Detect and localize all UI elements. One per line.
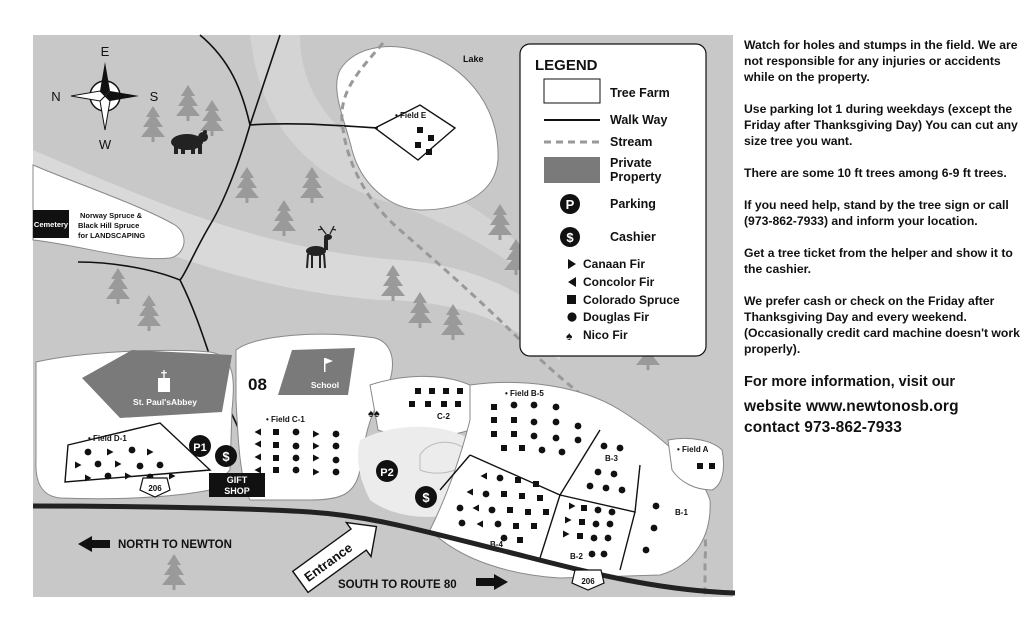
svg-text:$: $ — [222, 449, 230, 464]
landscaping-label-1: Norway Spruce & — [80, 211, 143, 220]
school-flag-pole — [324, 358, 326, 372]
legend — [520, 44, 706, 356]
info-help: If you need help, stand by the tree sign or call (973-862-7933) and inform your location. — [744, 198, 1009, 228]
svg-text:206: 206 — [148, 484, 162, 493]
school-label: School — [310, 380, 340, 390]
info-contact: contact 973-862-7933 — [744, 419, 902, 436]
north-label: NORTH TO NEWTON — [118, 539, 232, 551]
abbey-cross-icon: ✝ — [159, 369, 169, 381]
colorado-spruce-marker — [709, 463, 715, 469]
field-b2-label: B-2 — [570, 552, 583, 561]
legend-title: LEGEND — [535, 57, 598, 74]
field-c2-label: C-2 — [437, 412, 450, 421]
number-08: 08 — [248, 375, 267, 394]
svg-text:S: S — [149, 89, 159, 104]
field-b4-label: B-4 — [490, 540, 503, 549]
nico-fir-markers: ♠♠ — [368, 408, 380, 420]
field-e-label: • Field E — [395, 111, 427, 120]
landscaping-label-3: for LANDSCAPING — [78, 231, 146, 240]
colorado-spruce-marker — [415, 142, 421, 148]
info-website: website www.newtonosb.org — [744, 398, 959, 415]
svg-text:Concolor Fir: Concolor Fir — [583, 275, 655, 289]
field-b3-label: B-3 — [605, 454, 618, 463]
svg-text:$: $ — [422, 490, 430, 505]
cashier-icon — [415, 486, 437, 508]
colorado-spruce-marker — [426, 149, 432, 155]
svg-text:Canaan Fir: Canaan Fir — [583, 257, 646, 271]
legend-tree-farm-swatch — [544, 79, 600, 103]
svg-text:P2: P2 — [380, 467, 394, 479]
svg-text:206: 206 — [581, 577, 595, 586]
field-b1-label: B-1 — [675, 508, 688, 517]
colorado-spruce-marker — [428, 135, 434, 141]
info-payment: We prefer cash or check on the Friday after Thanksgiving Day and every weekend. (Occasionally credit card machine doesn't work properly). — [744, 294, 1020, 356]
abbey-label: St. Paul'sAbbey — [133, 397, 197, 407]
gift-shop — [209, 473, 265, 497]
field-c1-label: • Field C-1 — [266, 415, 305, 424]
svg-text:Parking: Parking — [610, 197, 656, 211]
colorado-spruce-marker — [417, 127, 423, 133]
info-parking: Use parking lot 1 during weekdays (except the Friday after Thanksgiving Day) You can cut any size tree you want. — [744, 102, 1018, 148]
info-tree-size: There are some 10 ft trees among 6-9 ft trees. — [744, 166, 1007, 180]
legend-colorado-icon — [567, 295, 576, 304]
info-more: For more information, visit our — [744, 374, 956, 390]
cemetery-label: Cemetery — [33, 220, 69, 229]
field-b5-label: • Field B-5 — [505, 389, 544, 398]
svg-text:N: N — [51, 89, 61, 104]
svg-text:SHOP: SHOP — [224, 486, 250, 496]
landscaping-label-2: Black Hill Spruce — [78, 221, 140, 230]
svg-text:Douglas Fir: Douglas Fir — [583, 310, 650, 324]
svg-text:Nico Fir: Nico Fir — [583, 328, 628, 342]
lake-label: Lake — [463, 54, 484, 64]
cashier-icon — [215, 445, 237, 467]
parking-p1 — [189, 435, 211, 457]
svg-text:P1: P1 — [193, 442, 207, 454]
info-ticket: Get a tree ticket from the helper and show it to the cashier. — [744, 246, 1013, 276]
svg-text:Walk Way: Walk Way — [610, 113, 668, 127]
svg-text:Entrance: Entrance — [301, 539, 356, 585]
legend-douglas-icon — [567, 312, 576, 321]
svg-text:W: W — [98, 137, 112, 152]
svg-text:Colorado Spruce: Colorado Spruce — [583, 293, 680, 307]
legend-nico-icon: ♠ — [566, 329, 573, 343]
svg-text:Cashier: Cashier — [610, 230, 656, 244]
parking-p2 — [376, 460, 398, 482]
svg-text:$: $ — [566, 230, 574, 245]
legend-private-swatch — [544, 157, 600, 183]
svg-text:GIFT: GIFT — [226, 475, 248, 485]
svg-text:Tree Farm: Tree Farm — [610, 86, 670, 100]
svg-text:Stream: Stream — [610, 135, 653, 149]
svg-text:Private: Private — [610, 156, 652, 170]
info-panel — [744, 37, 1024, 438]
svg-text:Property: Property — [610, 170, 662, 184]
info-safety: Watch for holes and stumps in the field. We are not responsible for any injuries or accidents while on the property. — [744, 38, 1018, 84]
south-label: SOUTH TO ROUTE 80 — [338, 579, 457, 591]
svg-text:E: E — [100, 44, 110, 59]
field-a-label: • Field A — [677, 445, 709, 454]
svg-text:P: P — [565, 197, 575, 212]
field-d1-label: • Field D-1 — [88, 434, 127, 443]
colorado-spruce-marker — [697, 463, 703, 469]
